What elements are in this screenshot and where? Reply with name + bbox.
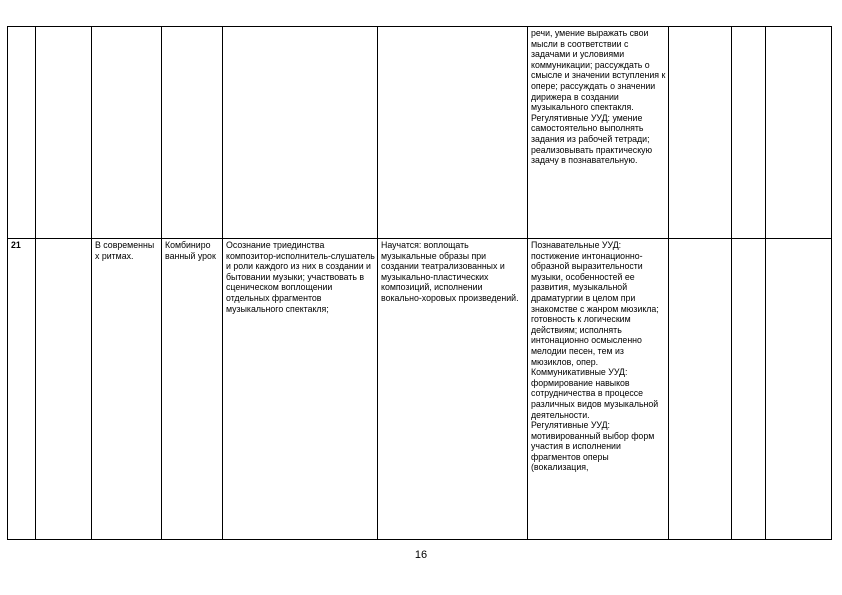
date-cell xyxy=(36,239,92,540)
lesson-type-cell xyxy=(162,27,223,239)
extra-cell-1 xyxy=(669,27,732,239)
date-cell xyxy=(36,27,92,239)
topic-cell: В современны х ритмах. xyxy=(92,239,162,540)
content-cell: Осознание триединства композитор-исполнитель-слушатель и роли каждого из них в создании и бытовании музыки; участвовать в сценическом воплощении отдельных фрагментов музыкального спектакля; xyxy=(223,239,378,540)
page-number: 16 xyxy=(414,549,428,561)
uud-cell: речи, умение выражать свои мысли в соответствии с задачами и условиями коммуникации; рассуждать о смысле и значении вступления к опере; рассуждать о значении дирижера в создании музыкального спектакля. Регулятивные УУД: умение самостоятельно выполнять задания из рабочей тетради; реализовывать практическую задачу в познавательную. xyxy=(528,27,669,239)
uud-cell: Познавательные УУД: постижение интонационно-образной выразительности музыки, особенностей ее развития, музыкальной драматургии в целом при знакомстве с жанром мюзикла; готовность к логическим действиям; исполнять интонационно осмысленно мелодии песен, тем из мюзиклов, опер. Коммуникативные УУД: формирование навыков сотрудничества в процессе различных видов музыкальной деятельности. Регулятивные УУД: мотивированный выбор форм участия в исполнении фрагментов оперы (вокализация, xyxy=(528,239,669,540)
lesson-number-cell: 21 xyxy=(8,239,36,540)
extra-cell-3 xyxy=(766,239,832,540)
lesson-plan-table xyxy=(7,26,832,540)
extra-cell-1 xyxy=(669,239,732,540)
topic-cell xyxy=(92,27,162,239)
extra-cell-2 xyxy=(732,27,766,239)
learning-outcomes-cell: Научатся: воплощать музыкальные образы при создании театрализованных и музыкально-пластических композиций, исполнении вокально-хоровых произведений. xyxy=(378,239,528,540)
extra-cell-3 xyxy=(766,27,832,239)
extra-cell-2 xyxy=(732,239,766,540)
content-cell xyxy=(223,27,378,239)
table-row xyxy=(8,239,832,540)
table-row xyxy=(8,27,832,239)
learning-outcomes-cell xyxy=(378,27,528,239)
lesson-type-cell: Комбиниро ванный урок xyxy=(162,239,223,540)
lesson-number-cell xyxy=(8,27,36,239)
